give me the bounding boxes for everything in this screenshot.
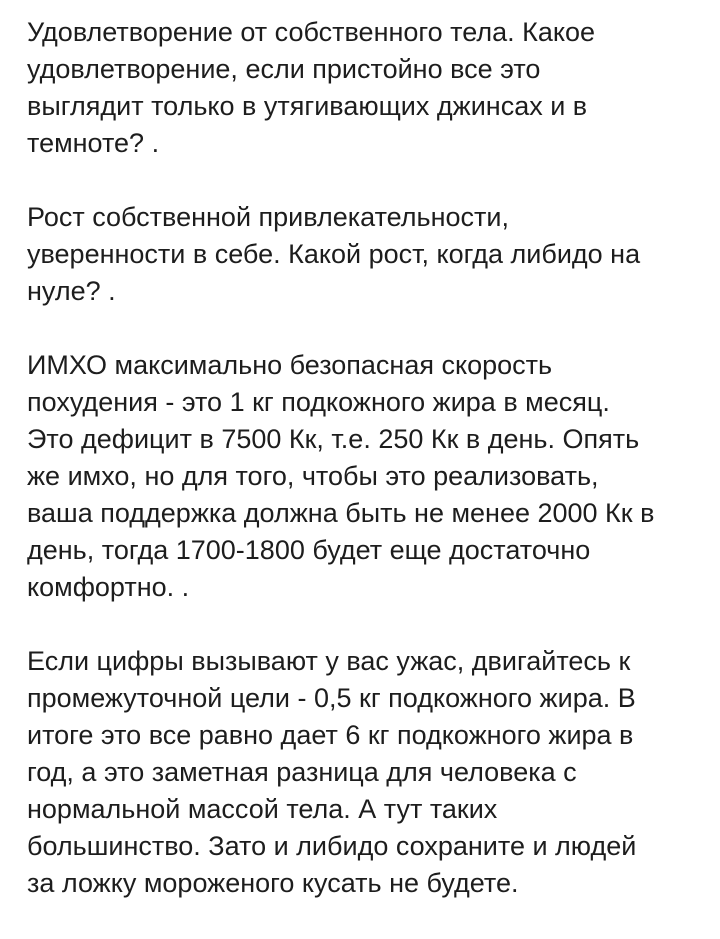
text-line: комфортно. . <box>27 572 190 602</box>
text-line: же имхо, но для того, чтобы это реализовать, <box>27 461 599 491</box>
text-line: за ложку мороженого кусать не будете. <box>27 868 519 898</box>
text-line: день, тогда 1700-1800 будет еще достаточно <box>27 535 591 565</box>
text-line: итоге это все равно дает 6 кг подкожного жира в <box>27 720 634 750</box>
text-line: выглядит только в утягивающих джинсах и в <box>27 91 588 121</box>
text-line: темноте? . <box>27 128 160 158</box>
text-line: ИМХО максимально безопасная скорость <box>27 350 553 380</box>
text-line: нормальной массой тела. А тут таких <box>27 794 498 824</box>
paragraph-attractiveness <box>27 199 707 310</box>
paragraph-intermediate-goal <box>27 643 707 902</box>
paragraph-body-satisfaction <box>27 14 707 162</box>
text-line: удовлетворение, если пристойно все это <box>27 54 541 84</box>
text-line: похудения - это 1 кг подкожного жира в месяц. <box>27 387 610 417</box>
text-line: Это дефицит в 7500 Кк, т.е. 250 Кк в день. Опять <box>27 424 640 454</box>
text-line: Если цифры вызывают у вас ужас, двигайтесь к <box>27 646 631 676</box>
text-line: нуле? . <box>27 276 116 306</box>
text-line: уверенности в себе. Какой рост, когда либидо на <box>27 239 641 269</box>
text-line: большинство. Зато и либидо сохраните и людей <box>27 831 637 861</box>
post-body <box>27 14 707 939</box>
text-line: Рост собственной привлекательности, <box>27 202 509 232</box>
text-line: Удовлетворение от собственного тела. Какое <box>27 17 596 47</box>
paragraph-weight-loss-rate <box>27 347 707 606</box>
text-line: год, а это заметная разница для человека с <box>27 757 577 787</box>
text-line: ваша поддержка должна быть не менее 2000 Кк в <box>27 498 655 528</box>
text-line: промежуточной цели - 0,5 кг подкожного жира. В <box>27 683 636 713</box>
